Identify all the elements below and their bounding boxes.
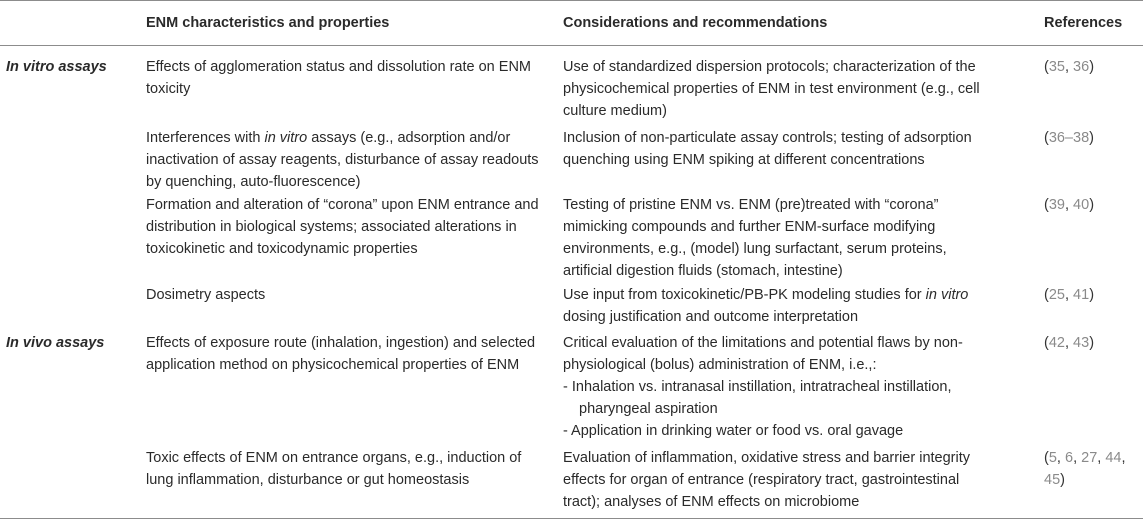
ref-link[interactable]: 45 [1044,472,1061,488]
row-2-recommendation: Inclusion of non-particulate assay controls; testing of adsorption quenching using ENM spiking at different concentrations [563,130,972,168]
row-5-recommendation [563,332,993,442]
ref-link[interactable]: 43 [1073,335,1090,351]
header-references: References [1044,15,1123,31]
text-part: Interferences with [146,130,265,146]
text-part-italic: in vitro [925,287,969,303]
header-considerations: Considerations and recommendations [563,15,828,31]
recommendation-intro: Critical evaluation of the limitations and potential flaws by non-physiological (bolus) administration of ENM, i.e.,: [563,335,963,373]
text-part-italic: in vitro [264,130,308,146]
header-characteristics: ENM characteristics and properties [146,15,390,31]
ref-link[interactable]: 44 [1105,450,1122,466]
group-label-in-vivo: In vivo assays [6,335,105,351]
row-3-recommendation: Testing of pristine ENM vs. ENM (pre)treated with “corona” mimicking compounds and further ENM-surface modifying environments, e.g., (model) lung surfactant, serum proteins, artificial digestion fluids (stomach, intestine) [563,197,947,279]
text-part: assays (e.g., adsorption and/or inactivation of assay reagents, disturbance of assay readouts by quenching, auto-fluorescence) [146,130,539,190]
row-4-references: (25, 41) [1044,287,1095,303]
row-6-references: (5, 6, 27, 44, 45) [1044,450,1126,488]
ref-link[interactable]: 6 [1064,450,1074,466]
row-1-recommendation: Use of standardized dispersion protocols; characterization of the physicochemical properties of ENM in test environment (e.g., cell culture medium) [563,59,980,119]
recommendation-bullet: - Application in drinking water or food vs. oral gavage [563,423,904,439]
ref-link[interactable]: 5 [1048,450,1057,466]
bottom-rule [0,518,1143,519]
row-3-characteristic: Formation and alteration of “corona” upon ENM entrance and distribution in biological systems; associated alterations in toxicokinetic and toxicodynamic properties [146,197,539,257]
ref-link[interactable]: 35 [1048,59,1065,75]
ref-link[interactable]: 40 [1073,197,1090,213]
row-5-references: (42, 43) [1044,335,1095,351]
ref-link[interactable]: 27 [1081,450,1098,466]
row-1-characteristic: Effects of agglomeration status and dissolution rate on ENM toxicity [146,59,532,97]
row-6-characteristic: Toxic effects of ENM on entrance organs, e.g., induction of lung inflammation, disturbance or gut homeostasis [146,450,522,488]
row-5-characteristic: Effects of exposure route (inhalation, ingestion) and selected application method on physicochemical properties of ENM [146,335,536,373]
ref-link[interactable]: 36 [1073,59,1090,75]
text-part: Use input from toxicokinetic/PB-PK modeling studies for [563,287,926,303]
ref-link[interactable]: 36–38 [1048,130,1090,146]
row-1-references: (35, 36) [1044,59,1095,75]
row-4-recommendation [563,284,993,328]
recommendation-bullet: - Inhalation vs. intranasal instillation, intratracheal instillation, pharyngeal aspiration [563,379,952,417]
text-part: dosing justification and outcome interpretation [563,309,859,325]
ref-link[interactable]: 41 [1073,287,1090,303]
ref-link[interactable]: 25 [1048,287,1065,303]
row-2-references: (36–38) [1044,130,1095,146]
ref-link[interactable]: 42 [1048,335,1065,351]
group-label-in-vitro: In vitro assays [6,59,107,75]
row-3-references: (39, 40) [1044,197,1095,213]
top-rule [0,0,1143,1]
header-rule [0,45,1143,46]
row-4-characteristic: Dosimetry aspects [146,287,266,303]
ref-link[interactable]: 39 [1048,197,1065,213]
row-2-characteristic [146,127,541,193]
row-6-recommendation: Evaluation of inflammation, oxidative stress and barrier integrity effects for organ of entrance (respiratory tract, gastrointestinal tract); analyses of ENM effects on microbiome [563,450,970,510]
